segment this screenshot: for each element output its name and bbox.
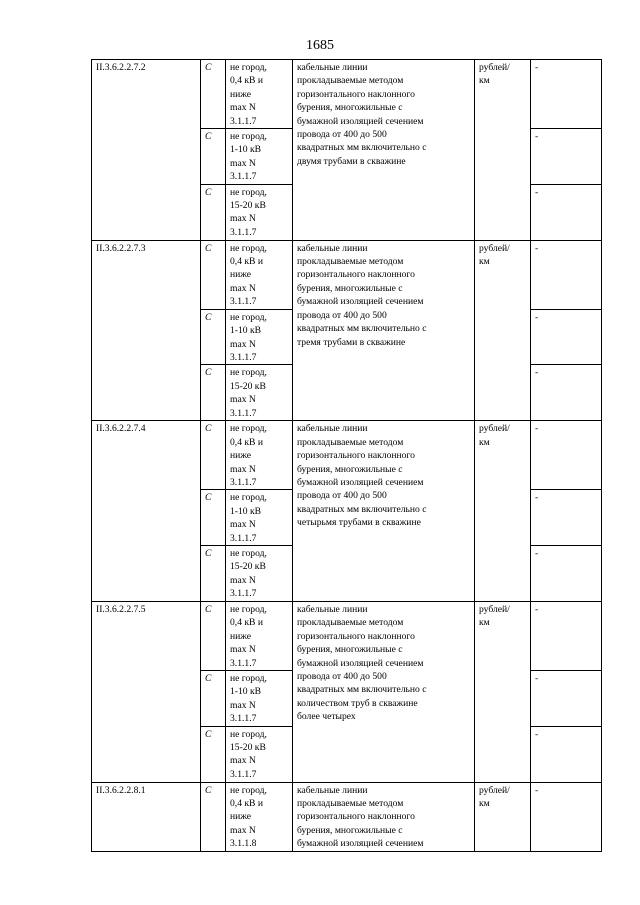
description-cell <box>293 782 475 851</box>
unit-cell <box>475 421 531 602</box>
condition-line: 1-10 кВ <box>230 325 262 337</box>
value-cell: - <box>531 671 602 727</box>
condition-line: 3.1.1.7 <box>230 657 257 669</box>
category-letter: C <box>201 671 226 727</box>
value-cell: - <box>531 490 602 546</box>
condition-line: 1-10 кВ <box>230 144 262 156</box>
description-cell <box>293 60 475 241</box>
description-line: бурения, многожильные с <box>297 282 403 294</box>
condition-line: 3.1.1.7 <box>230 351 257 363</box>
unit-line: км <box>479 436 490 448</box>
category-letter: C <box>201 726 226 782</box>
page-number: 1685 <box>306 38 334 53</box>
condition-line: ниже <box>230 630 252 642</box>
description-cell <box>293 421 475 602</box>
condition-line: не город, <box>230 62 267 73</box>
condition-line: 0,4 кВ и <box>230 256 263 268</box>
condition-line: не город, <box>230 186 267 198</box>
description-line: горизонтального наклонного <box>297 811 415 823</box>
category-letter: C <box>201 129 226 185</box>
condition-line: ниже <box>230 811 252 823</box>
condition-line: 3.1.1.7 <box>230 171 257 183</box>
condition-line: не город, <box>230 728 267 740</box>
unit-cell <box>475 60 531 241</box>
description-line: прокладываемые методом <box>297 798 404 810</box>
condition-line: 3.1.1.7 <box>230 532 257 544</box>
description-line: бумажной изоляцией сечением <box>297 476 424 488</box>
condition-line: max N <box>230 213 256 225</box>
condition-line: max N <box>230 574 256 586</box>
description-line: квадратных мм включительно с <box>297 503 427 515</box>
table-row <box>92 601 602 670</box>
condition-line: не город, <box>230 242 267 254</box>
category-letter: C <box>201 421 226 490</box>
unit-line: рублей/ <box>479 62 510 73</box>
tariff-table-body <box>92 60 602 852</box>
condition-line: не город, <box>230 367 267 379</box>
description-line: прокладываемые методом <box>297 256 404 268</box>
condition-line: 15-20 кВ <box>230 742 266 754</box>
category-letter: C <box>201 365 226 421</box>
description-line: бумажной изоляцией сечением <box>297 296 424 308</box>
description-line: бурения, многожильные с <box>297 644 403 656</box>
condition-line: 15-20 кВ <box>230 200 266 212</box>
condition-line: 3.1.1.8 <box>230 838 257 850</box>
description-line: четырьмя трубами в скважине <box>297 517 421 529</box>
description-line: кабельные линии <box>297 784 368 796</box>
condition-line: max N <box>230 644 256 656</box>
description-line: бурения, многожильные с <box>297 824 403 836</box>
condition-line: max N <box>230 338 256 350</box>
condition-line: не город, <box>230 492 267 504</box>
condition-line: max N <box>230 102 256 114</box>
table-row <box>92 421 602 490</box>
category-letter: C <box>201 60 226 129</box>
description-line: бурения, многожильные с <box>297 463 403 475</box>
description-line: прокладываемые методом <box>297 617 404 629</box>
condition-line: не город, <box>230 784 267 796</box>
condition-line: 3.1.1.7 <box>230 768 257 780</box>
unit-line: км <box>479 798 490 810</box>
condition-cell <box>226 240 293 309</box>
description-line: квадратных мм включительно с <box>297 323 427 335</box>
description-line: бумажной изоляцией сечением <box>297 838 424 850</box>
value-cell: - <box>531 726 602 782</box>
description-line: бумажной изоляцией сечением <box>297 115 424 127</box>
item-code: II.3.6.2.2.7.2 <box>92 60 201 241</box>
description-cell <box>293 240 475 421</box>
condition-line: 3.1.1.7 <box>230 115 257 127</box>
category-letter: C <box>201 240 226 309</box>
condition-line: не город, <box>230 603 267 615</box>
description-line: горизонтального наклонного <box>297 269 415 281</box>
unit-cell <box>475 240 531 421</box>
condition-line: 3.1.1.7 <box>230 296 257 308</box>
condition-line: 15-20 кВ <box>230 561 266 573</box>
unit-cell <box>475 601 531 782</box>
value-cell: - <box>531 184 602 240</box>
condition-line: max N <box>230 157 256 169</box>
tariff-table <box>91 59 602 852</box>
condition-line: max N <box>230 463 256 475</box>
unit-line: рублей/ <box>479 784 510 796</box>
condition-cell <box>226 129 293 185</box>
category-letter: C <box>201 782 226 851</box>
value-cell: - <box>531 545 602 601</box>
unit-line: км <box>479 256 490 268</box>
condition-cell <box>226 490 293 546</box>
item-code: II.3.6.2.2.7.4 <box>92 421 201 602</box>
description-line: прокладываемые методом <box>297 75 404 87</box>
description-line: кабельные линии <box>297 62 368 73</box>
condition-line: 0,4 кВ и <box>230 798 263 810</box>
condition-line: не город, <box>230 311 267 323</box>
category-letter: C <box>201 184 226 240</box>
condition-line: max N <box>230 699 256 711</box>
condition-line: 0,4 кВ и <box>230 75 263 87</box>
item-code: II.3.6.2.2.8.1 <box>92 782 201 851</box>
condition-line: ниже <box>230 269 252 281</box>
condition-line: не город, <box>230 673 267 684</box>
condition-line: 3.1.1.7 <box>230 713 257 725</box>
value-cell: - <box>531 129 602 185</box>
condition-cell <box>226 726 293 782</box>
table-row <box>92 782 602 851</box>
description-line: провода от 400 до 500 <box>297 490 387 502</box>
condition-line: ниже <box>230 450 252 462</box>
condition-line: max N <box>230 282 256 294</box>
category-letter: C <box>201 601 226 670</box>
description-line: бурения, многожильные с <box>297 102 403 114</box>
condition-line: не город, <box>230 547 267 559</box>
description-line: бумажной изоляцией сечением <box>297 657 424 669</box>
condition-line: 3.1.1.7 <box>230 588 257 600</box>
description-line: горизонтального наклонного <box>297 88 415 100</box>
value-cell: - <box>531 365 602 421</box>
condition-cell <box>226 184 293 240</box>
condition-line: ниже <box>230 88 252 100</box>
condition-cell <box>226 365 293 421</box>
condition-cell <box>226 60 293 129</box>
condition-line: max N <box>230 394 256 406</box>
description-line: двумя трубами в скважине <box>297 155 406 167</box>
unit-line: рублей/ <box>479 242 510 254</box>
description-line: горизонтального наклонного <box>297 630 415 642</box>
table-row <box>92 60 602 129</box>
condition-line: max N <box>230 519 256 531</box>
table-row <box>92 240 602 309</box>
unit-line: км <box>479 617 490 629</box>
description-line: горизонтального наклонного <box>297 450 415 462</box>
value-cell: - <box>531 421 602 490</box>
condition-line: 1-10 кВ <box>230 686 262 698</box>
value-cell: - <box>531 60 602 129</box>
value-cell: - <box>531 601 602 670</box>
description-line: количеством труб в скважине <box>297 697 418 709</box>
condition-cell <box>226 309 293 365</box>
description-cell <box>293 601 475 782</box>
category-letter: C <box>201 309 226 365</box>
condition-cell <box>226 545 293 601</box>
condition-line: max N <box>230 824 256 836</box>
unit-line: рублей/ <box>479 603 510 615</box>
condition-cell <box>226 421 293 490</box>
value-cell: - <box>531 240 602 309</box>
description-line: квадратных мм включительно с <box>297 142 427 154</box>
category-letter: C <box>201 490 226 546</box>
description-line: кабельные линии <box>297 242 368 254</box>
description-line: провода от 400 до 500 <box>297 309 387 321</box>
condition-line: не город, <box>230 131 267 143</box>
condition-line: max N <box>230 755 256 767</box>
condition-cell <box>226 782 293 851</box>
condition-line: 15-20 кВ <box>230 380 266 392</box>
condition-line: 3.1.1.7 <box>230 407 257 419</box>
value-cell: - <box>531 782 602 851</box>
description-line: кабельные линии <box>297 603 368 615</box>
description-line: провода от 400 до 500 <box>297 129 387 141</box>
unit-cell <box>475 782 531 851</box>
item-code: II.3.6.2.2.7.3 <box>92 240 201 421</box>
condition-line: 0,4 кВ и <box>230 436 263 448</box>
description-line: кабельные линии <box>297 423 368 435</box>
unit-line: рублей/ <box>479 423 510 435</box>
item-code: II.3.6.2.2.7.5 <box>92 601 201 782</box>
value-cell: - <box>531 309 602 365</box>
category-letter: C <box>201 545 226 601</box>
description-line: квадратных мм включительно с <box>297 684 427 696</box>
description-line: тремя трубами в скважине <box>297 336 406 348</box>
condition-line: 3.1.1.7 <box>230 476 257 488</box>
description-line: более четырех <box>297 711 356 723</box>
condition-line: 3.1.1.7 <box>230 226 257 238</box>
condition-cell <box>226 671 293 727</box>
condition-line: 1-10 кВ <box>230 505 262 517</box>
condition-line: 0,4 кВ и <box>230 617 263 629</box>
condition-line: не город, <box>230 423 267 435</box>
description-line: прокладываемые методом <box>297 436 404 448</box>
unit-line: км <box>479 75 490 87</box>
condition-cell <box>226 601 293 670</box>
description-line: провода от 400 до 500 <box>297 671 387 682</box>
